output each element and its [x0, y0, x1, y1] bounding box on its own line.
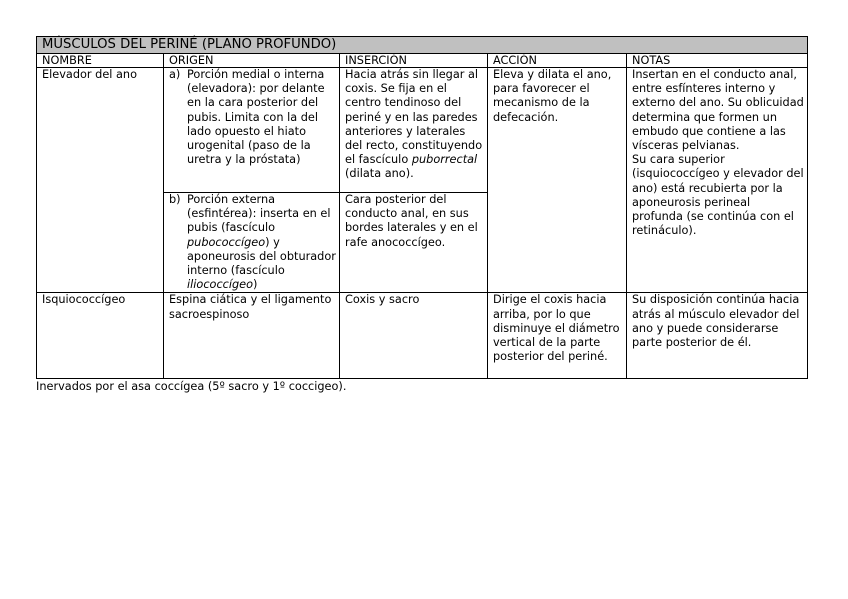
cell-insertion-ischio: Coxis y sacro [340, 293, 488, 379]
table-header-row [37, 54, 808, 68]
cell-origin-ischio: Espina ciática y el ligamento sacroespinoso [164, 293, 340, 379]
cell-action-levator: Eleva y dilata el ano, para favorecer el mecanismo de la defecación. [488, 68, 627, 293]
cell-action-ischio: Dirige el coxis hacia arriba, por lo que disminuye el diámetro vertical de la parte posterior del periné. [488, 293, 627, 379]
origin-b-text-3: ) [253, 278, 258, 292]
table-title: MÚSCULOS DEL PERINÉ (PLANO PROFUNDO) [37, 37, 808, 54]
origin-b-text-1: Porción externa (esfintérea): inserta en el pubis (fascículo [187, 193, 331, 235]
origin-b-text [187, 193, 336, 292]
origin-b-italic-1: pubococcígeo [187, 235, 266, 249]
insertion-a-text-2: (dilata ano). [345, 167, 414, 181]
cell-name-ischio: Isquiococcígeo [37, 293, 164, 379]
cell-insertion-b: Cara posterior del conducto anal, en sus bordes laterales y en el rafe anococcígeo. [340, 193, 488, 293]
table-row [37, 68, 808, 193]
origin-b-text-2: ) y aponeurosis del obturador interno (fascículo [187, 235, 336, 278]
notes-paragraph-2: Su cara superior (isquiococcígeo y elevador del ano) está recubierta por la aponeurosis perineal profunda (se continúa con el retináculo). [632, 153, 804, 238]
cell-insertion-a [340, 68, 488, 193]
insertion-a-italic: puborrectal [411, 153, 478, 167]
insertion-a-text-1: Hacia atrás sin llegar al coxis. Se fija en el centro tendinoso del periné y en las paredes anteriores y laterales del recto, constituyendo el fascículo [345, 68, 483, 167]
header-insercion: INSERCIÓN [340, 54, 488, 68]
cell-origin-b [164, 193, 340, 293]
notes-paragraph-1: Insertan en el conducto anal, entre esfínteres interno y externo del ano. Su oblicuidad determina que formen un embudo que contiene a las vísceras pelvianas. [632, 68, 804, 153]
list-marker: a) [169, 68, 181, 81]
header-accion: ACCIÓN [488, 54, 627, 68]
cell-name-levator: Elevador del ano [37, 68, 164, 293]
origin-b-italic-2: iliococcígeo [187, 278, 254, 292]
origin-a-text: Porción medial o interna (elevadora): por delante en la cara posterior del pubis. Limita con la del lado opuesto el hiato urogenital (paso de la uretra y la próstata) [187, 68, 325, 167]
cell-notes-levator [627, 68, 808, 293]
list-marker: b) [169, 193, 181, 206]
header-nombre: NOMBRE [37, 54, 164, 68]
cell-origin-a [164, 68, 340, 193]
cell-notes-ischio: Su disposición continúa hacia atrás al músculo elevador del ano y puede considerarse parte posterior de él. [627, 293, 808, 379]
header-notas: NOTAS [627, 54, 808, 68]
header-origen: ORIGEN [164, 54, 340, 68]
footnote: Inervados por el asa coccígea (5º sacro y 1º coccigeo). [36, 380, 347, 393]
table-title-row [37, 37, 808, 54]
table-row [37, 293, 808, 379]
muscles-table [36, 36, 808, 379]
